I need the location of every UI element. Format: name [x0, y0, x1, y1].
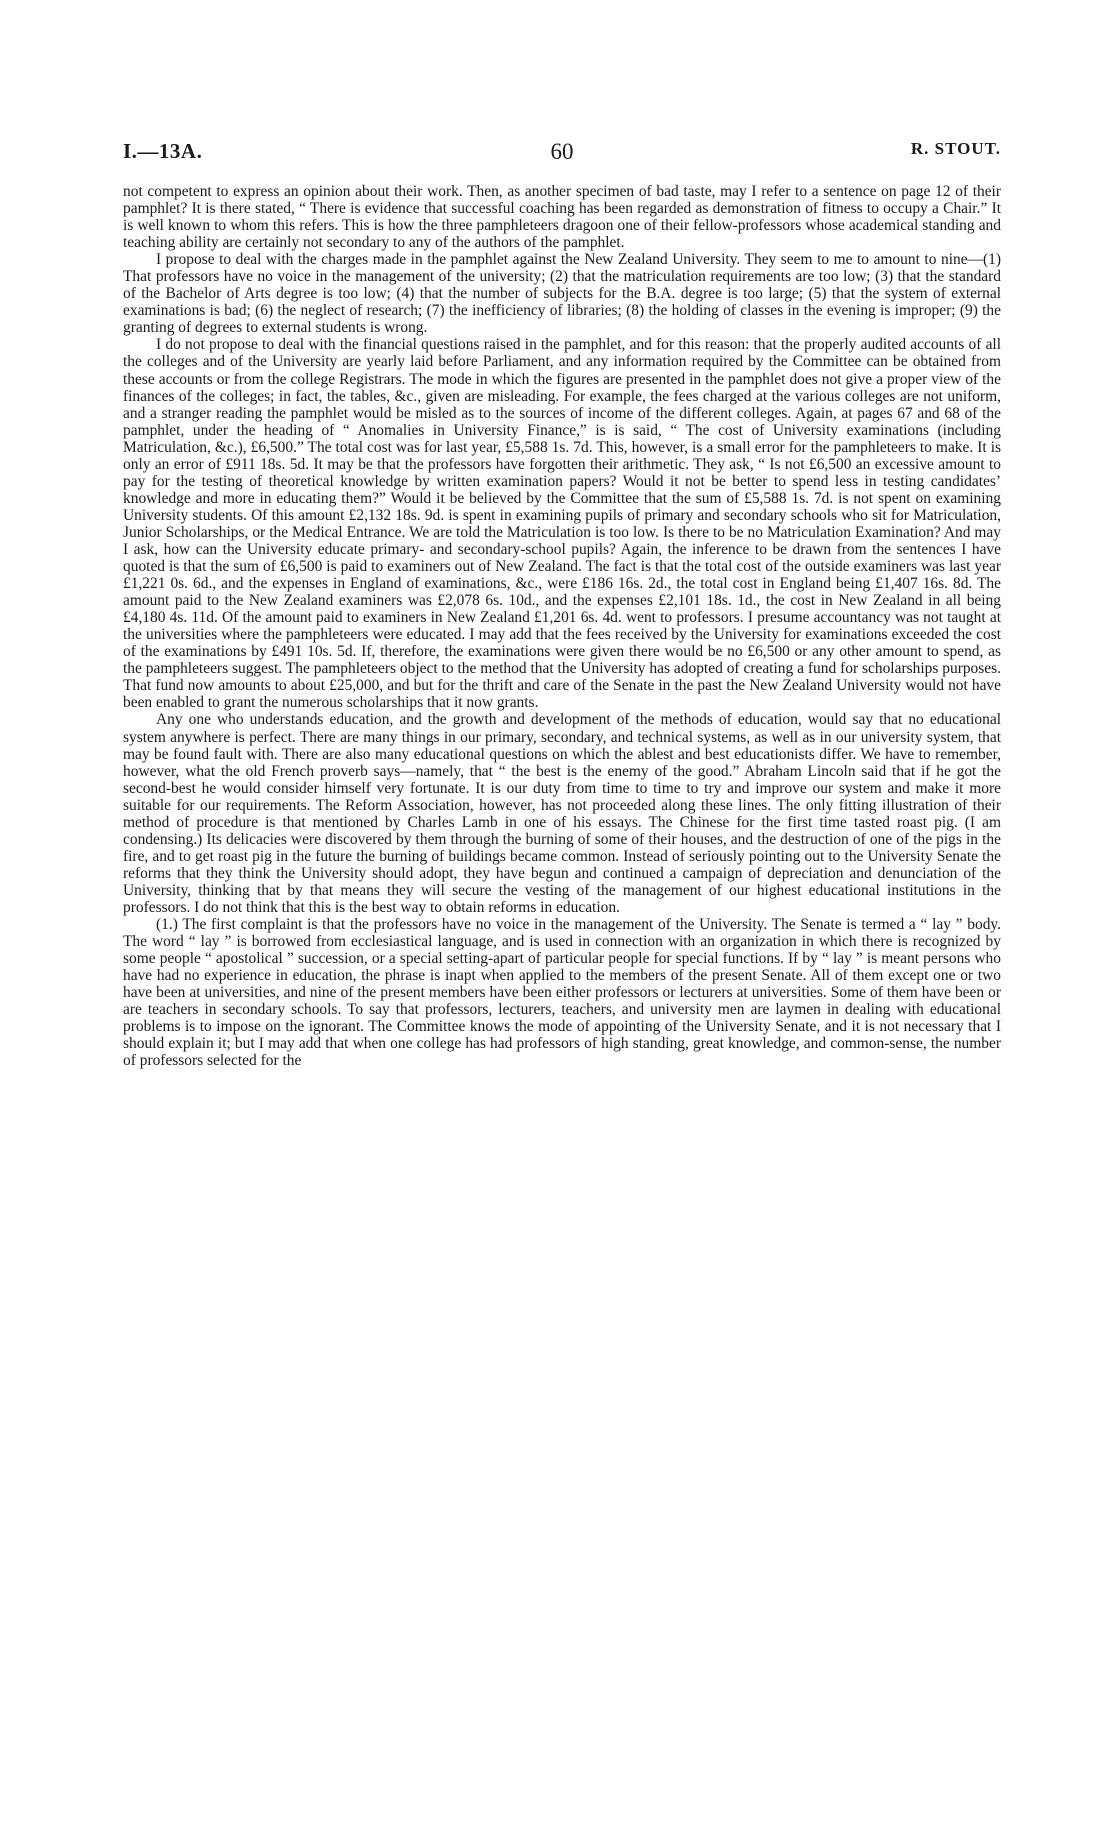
page-header: [123, 139, 1001, 169]
paragraph-finance: I do not propose to deal with the financial questions raised in the pamphlet, and for this reason: that the properly audited accounts of all the colleges and of the University are yearly laid before Parliament, and any information required by the Committee can be obtained from these accounts or from the college Registrars. The mode in which the figures are presented in the pamphlet does not give a proper view of the finances of the colleges; in fact, the tables, &c., given are misleading. For example, the fees charged at the various colleges are not uniform, and a stranger reading the pamphlet would be misled as to the sources of income of the different colleges. Again, at pages 67 and 68 of the pamphlet, under the heading of “ Anomalies in University Finance,” is is said, “ The cost of University examinations (including Matriculation, &c.), £6,500.” The total cost was for last year, £5,588 1s. 7d. This, however, is a small error for the pamphleteers to make. It is only an error of £911 18s. 5d. It may be that the professors have forgotten their arithmetic. They ask, “ Is not £6,500 an excessive amount to pay for the testing of theoretical knowledge by written examination papers? Would it not be better to spend less in testing candidates’ knowledge and more in educating them?” Would it be believed by the Committee that the sum of £5,588 1s. 7d. is not spent on examining University students. Of this amount £2,132 18s. 9d. is spent in examining pupils of primary and secondary schools who sit for Matriculation, Junior Scholarships, or the Medical Entrance. We are told the Matriculation is too low. Is there to be no Matriculation Examination? And may I ask, how can the University educate primary- and secondary-school pupils? Again, the inference to be drawn from the sentences I have quoted is that the sum of £6,500 is paid to examiners out of New Zealand. The fact is that the total cost of the outside examiners was last year £1,221 0s. 6d., and the expenses in England of examinations, &c., were £186 16s. 2d., the total cost in England being £1,407 16s. 8d. The amount paid to the New Zealand examiners was £2,078 6s. 10d., and the expenses £2,101 18s. 1d., the cost in New Zealand in all being £4,180 4s. 11d. Of the amount paid to examiners in New Zealand £1,201 6s. 4d. went to professors. I presume accountancy was not taught at the universities where the pamphleteers were educated. I may add that the fees received by the University for examinations exceeded the cost of the examinations by £491 10s. 5d. If, therefore, the examinations were given there would be no £6,500 or any other amount to spend, as the pamphleteers suggest. The pamphleteers object to the method that the University has adopted of creating a fund for scholarships purposes. That fund now amounts to about £25,000, and but for the thrift and care of the Senate in the past the New Zealand University would not have been enabled to grant the numerous scholarships that it now grants.: [123, 336, 1001, 712]
paragraph-continuation: not competent to express an opinion about their work. Then, as another specimen of bad taste, may I refer to a sentence on page 12 of their pamphlet? It is there stated, “ There is evidence that successful coaching has been regarded as demonstration of fitness to occupy a Chair.” It is well known to whom this refers. This is how the three pamphleteers dragoon one of their fellow-professors whose academical standing and teaching ability are certainly not secondary to any of the authors of the pamphlet.: [123, 183, 1001, 252]
paragraph-first-complaint: (1.) The first complaint is that the professors have no voice in the management of the University. The Senate is termed a “ lay ” body. The word “ lay ” is borrowed from ecclesiastical language, and is used in connection with an organization in which there is recognized by some people “ apostolical ” succession, or a special setting-apart of particular people for special functions. If by “ lay ” is meant persons who have had no experience in education, the phrase is inapt when applied to the members of the present Senate. All of them except one or two have been at universities, and nine of the present members have been either professors or lecturers at universities. Some of them have been or are teachers in secondary schools. To say that professors, lecturers, teachers, and university men are laymen in dealing with educational problems is to impose on the ignorant. The Committee knows the mode of appointing of the University Senate, and it is not necessary that I should explain it; but I may add that when one college has had professors of high standing, great knowledge, and common-sense, the number of professors selected for the: [123, 916, 1001, 1070]
page-number: 60: [550, 139, 574, 164]
author-name: R. STOUT.: [910, 139, 1001, 158]
paragraph-charges: I propose to deal with the charges made in the pamphlet against the New Zealand University. They seem to me to amount to nine—(1) That professors have no voice in the management of the university; (2) that the matriculation requirements are too low; (3) that the standard of the Bachelor of Arts degree is too low; (4) that the number of subjects for the B.A. degree is too large; (5) that the system of external examinations is bad; (6) the neglect of research; (7) the inefficiency of libraries; (8) the holding of classes in the evening is improper; (9) the granting of degrees to external students is wrong.: [123, 251, 1001, 337]
document-reference: I.—13A.: [123, 139, 203, 163]
page-body: [123, 183, 1001, 1069]
paragraph-education-methods: Any one who understands education, and the growth and development of the methods of education, would say that no educational system anywhere is perfect. There are many things in our primary, secondary, and technical systems, as well as in our university system, that may be found fault with. There are also many educational questions on which the ablest and best educationists differ. We have to remember, however, what the old French proverb says—namely, that “ the best is the enemy of the good.” Abraham Lincoln said that if he got the second-best he would consider himself very fortunate. It is our duty from time to time to try and improve our system and make it more suitable for our requirements. The Reform Association, however, has not proceeded along these lines. The only fitting illustration of their method of procedure is that mentioned by Charles Lamb in one of his essays. The Chinese for the first time tasted roast pig. (I am condensing.) Its delicacies were discovered by them through the burning of some of their houses, and the destruction of one of the pigs in the fire, and to get roast pig in the future the burning of buildings became common. Instead of seriously pointing out to the University Senate the reforms that they think the University should adopt, they have begun and continued a campaign of depreciation and denunciation of the University, thinking that by that means they will secure the vesting of the management of our highest educational institutions in the professors. I do not think that this is the best way to obtain reforms in education.: [123, 711, 1001, 916]
